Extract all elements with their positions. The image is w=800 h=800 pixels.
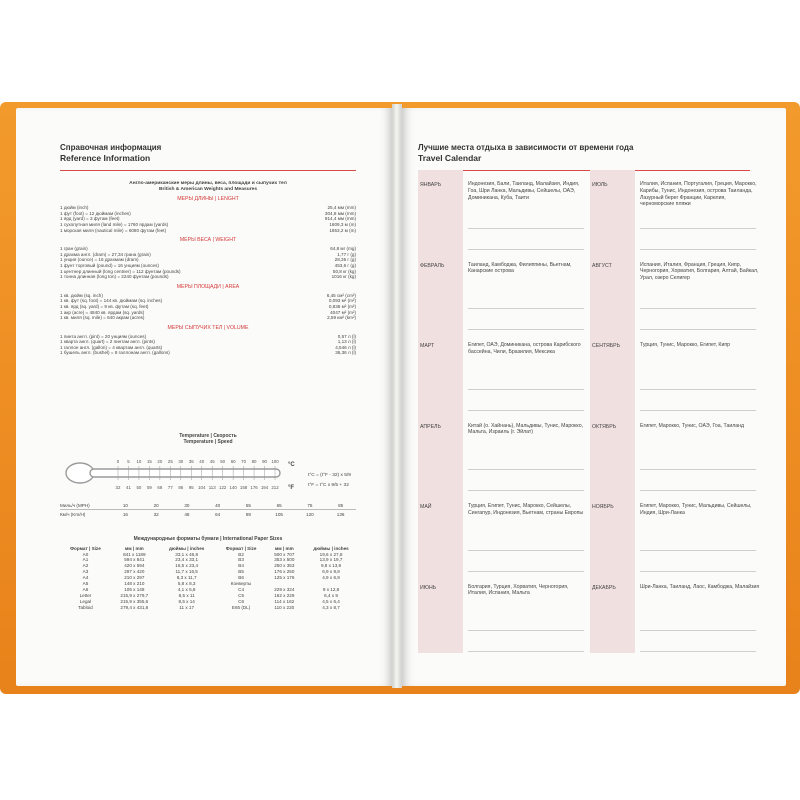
temperature-block: [60, 434, 356, 445]
speed-mph-label: Миль/ч (MPH): [60, 503, 90, 508]
speed-kmh-value: 32: [153, 511, 159, 517]
month-line: [640, 249, 756, 250]
formula-1: t°C = (t°F - 32) x 5/9: [308, 473, 351, 478]
travel-calendar-col-2: [590, 170, 762, 653]
month-destinations: Китай (о. Хайнань), Мальдивы, Тунис, Марокко, Мальта, Израиль (г. Эйлат): [468, 422, 584, 436]
section-heading: МЕРЫ ВЕСА | WEIGHT: [179, 237, 237, 244]
fahrenheit-tick-label: 104: [198, 485, 206, 490]
speed-row-kmh: [60, 512, 356, 518]
month-strip-1: [418, 170, 463, 653]
fahrenheit-tick-label: 122: [219, 485, 227, 490]
measure-row: [60, 228, 356, 234]
right-title-en: Travel Calendar: [418, 153, 482, 163]
speed-row-mph: [60, 503, 356, 510]
paper-cell: 8,5 x 14: [178, 598, 195, 604]
measure-right: 25,4 мм (mm): [327, 205, 356, 211]
fahrenheit-tick-label: 95: [188, 485, 194, 490]
speed-table: [60, 503, 356, 517]
paper-head-cell: дюймы | inches: [168, 545, 205, 551]
thermometer-tube: [90, 469, 280, 477]
measure-right: 914,4 мм (mm): [324, 216, 356, 222]
month-destinations: Болгария, Турция, Хорватия, Черногория, Италия, Испания, Мальта: [468, 583, 569, 597]
paper-cell: A2: [82, 563, 89, 569]
paper-head-cell: мм | mm: [124, 545, 144, 551]
month-line: [640, 571, 756, 572]
measure-left: 1 кв. ярд (sq. yard) = 9 кв. футам (sq. feet): [60, 303, 149, 309]
celsius-tick-label: 80: [251, 459, 257, 464]
month-destinations: Турция, Тунис, Марокко, Египет, Кипр: [640, 342, 731, 348]
paper-cell: 9,8 x 13,9: [320, 563, 342, 569]
paper-cell: B5: [238, 569, 244, 575]
paper-cell: 5,8 x 8,3: [177, 581, 196, 587]
month-label: ИЮНЬ: [420, 584, 437, 591]
month-destinations: Испания, Италия, Франция, Греция, Кипр, Черногория, Хорватия, Болгария, Алтай, Байкал, Урал, озеро Селигер: [640, 261, 759, 282]
paper-cell: C4: [238, 586, 244, 592]
speed-kmh-values: [110, 512, 356, 518]
paper-cell: 353 x 500: [274, 557, 295, 563]
month-destinations: Индонезия, Бали, Таиланд, Малайзия, Индия, Гоа, Шри Ланка, Мальдивы, Сейшелы, ОАЭ, Доминикана, Куба, Таити: [468, 181, 580, 201]
measure-right: 0,57 л (l): [337, 333, 356, 339]
measure-left: 1 акр (acre) = 4840 кв. ярдам (sq. yards): [60, 309, 145, 315]
paper-cell: 13,9 x 19,7: [319, 557, 343, 563]
celsius-tick-label: 10: [136, 459, 142, 464]
month-line: [640, 308, 756, 309]
measure-right: 1609,3 м (m): [329, 221, 356, 227]
right-header: [418, 143, 633, 164]
month-destinations: Египет, Марокко, Тунис, Мальдивы, Сейшелы, Индия, Шри-Ланка: [640, 503, 752, 516]
paper-cell: E65 (DL): [231, 604, 251, 610]
speed-kmh-value: 136: [336, 511, 345, 517]
month-label: НОЯБРЬ: [592, 504, 614, 510]
paper-sizes-title: Международные форматы бумаги | International Paper Sizes: [133, 536, 283, 542]
speed-kmh-label: Км/ч (Km/H): [60, 511, 86, 517]
measure-left: 1 пинта англ. (pint) = 20 унциям (ounces): [60, 333, 147, 339]
paper-cell: C6: [238, 598, 244, 604]
paper-cell: 6,4 x 9: [324, 592, 338, 598]
paper-cell: 23,4 x 33,1: [175, 557, 199, 563]
month-line: [468, 651, 584, 652]
month-line: [468, 228, 584, 229]
paper-cell: 4,3 x 8,7: [322, 604, 340, 610]
celsius-tick-label: 90: [262, 459, 267, 464]
section-heading: МЕРЫ ДЛИНЫ | LENGHT: [177, 196, 239, 203]
measure-row: [60, 350, 356, 356]
paper-cell: 11,7 x 16,5: [175, 569, 198, 575]
paper-cell: 215,9 x 279,7: [120, 592, 149, 598]
fahrenheit-tick-label: 158: [239, 485, 248, 490]
fahrenheit-tick-label: 212: [271, 485, 279, 490]
fahrenheit-tick-label: 77: [167, 485, 173, 490]
paper-cell: 162 x 229: [274, 592, 295, 598]
measure-right: 64,8 мг (mg): [330, 246, 356, 252]
month-destinations: Египет, Марокко, Тунис, ОАЭ, Гоа, Таиланд: [640, 422, 745, 429]
speed-mph-value: 85: [338, 503, 344, 508]
measure-right: 1016 кг (kg): [331, 274, 356, 280]
measures-block: [60, 181, 356, 356]
fahrenheit-tick-label: 113: [208, 485, 216, 490]
measure-left: 1 морская миля (nautical mile) = 6080 футам (feet): [60, 227, 167, 233]
paper-cell: 229 x 324: [274, 586, 295, 592]
paper-cell: 114 x 162: [274, 598, 295, 604]
paper-head-cell: Формат | Size: [225, 545, 257, 551]
month-line: [468, 571, 584, 572]
paper-cell: A1: [82, 557, 89, 563]
month-label: ДЕКАБРЬ: [592, 584, 616, 591]
paper-cell: 279,4 x 431,8: [120, 604, 149, 610]
month-line: [468, 249, 584, 250]
measure-left: 1 бушель англ. (bushel) = 8 галлонам англ. (gallons): [60, 350, 170, 356]
measure-left: 1 дюйм (inch): [60, 205, 89, 211]
paper-sizes-block: [60, 537, 356, 611]
measure-right: 1,77 г (g): [337, 251, 356, 257]
book-gutter: [392, 104, 402, 688]
paper-cell: 33,1 x 46,8: [175, 551, 199, 557]
paper-cell: 148 x 210: [124, 581, 145, 587]
month-destinations: Таиланд, Камбоджа, Филиппины, Вьетнам, Канарские острова: [468, 261, 572, 275]
measure-right: 50,8 кг (kg): [332, 268, 356, 274]
celsius-tick-label: 0: [116, 459, 120, 464]
fahrenheit-tick-label: 41: [126, 485, 131, 490]
month-label: ФЕВРАЛЬ: [420, 262, 445, 269]
month-line: [640, 228, 756, 229]
measure-row: [60, 274, 356, 280]
paper-cell: 250 x 353: [274, 563, 295, 569]
speed-kmh-value: 64: [215, 511, 221, 517]
celsius-tick-label: 25: [167, 459, 173, 464]
measure-left: 1 унция (ounce) = 16 драхмам (dram): [60, 257, 139, 263]
measure-left: 1 фунт торговый (pound) = 16 унциям (ounces): [60, 262, 159, 268]
paper-row: [60, 605, 360, 611]
fahrenheit-tick-label: 68: [157, 485, 163, 490]
speed-mph-value: 10: [122, 503, 128, 508]
fahrenheit-tick-label: 32: [115, 485, 121, 490]
celsius-tick-label: 60: [230, 459, 236, 464]
paper-cell: A3: [82, 569, 89, 575]
paper-head-cell: дюймы | inches: [313, 545, 349, 551]
month-line: [468, 410, 584, 411]
measure-right: 4047 м² (m²): [330, 309, 356, 315]
measure-right: 0,836 м² (m²): [328, 303, 356, 309]
month-label: ИЮЛЬ: [592, 182, 608, 188]
paper-cell: C5: [238, 592, 244, 598]
month-label: ЯНВАРЬ: [420, 182, 442, 188]
paper-cell: A4: [82, 575, 89, 581]
celsius-unit: °C: [288, 462, 295, 468]
formula-2: t°F = t°C x 9/5 + 32: [308, 483, 349, 488]
paper-table-body: [60, 552, 360, 611]
paper-cell: 125 x 176: [274, 575, 295, 581]
month-line: [468, 469, 584, 470]
celsius-tick-label: 45: [209, 459, 215, 464]
month-line: [468, 389, 584, 390]
fahrenheit-tick-label: 140: [229, 485, 237, 490]
paper-cell: 297 x 420: [124, 569, 145, 575]
paper-head-cell: мм | mm: [274, 545, 294, 551]
month-line: [640, 389, 756, 390]
fahrenheit-tick-label: 194: [260, 485, 269, 490]
paper-cell: 9 x 12,8: [322, 586, 340, 592]
speed-mph-value: 65: [276, 503, 282, 508]
paper-cell: Конверты: [230, 581, 252, 587]
speed-kmh-value: 89: [245, 511, 251, 517]
travel-calendar-col-1: [418, 170, 590, 653]
month-line: [640, 630, 756, 631]
measures-subtitle-en: British & American Weights and Measures: [158, 186, 258, 192]
left-title-ru: Справочная информация: [60, 143, 162, 152]
fahrenheit-unit: °F: [288, 485, 295, 491]
month-line: [640, 490, 756, 491]
speed-mph-value: 40: [215, 503, 221, 508]
measure-right: 1853,2 м (m): [329, 227, 356, 233]
paper-cell: 16,5 x 23,4: [175, 563, 199, 569]
speed-kmh-value: 16: [122, 511, 128, 517]
paper-cell: Letter: [79, 592, 92, 598]
celsius-tick-label: 15: [146, 459, 152, 464]
fahrenheit-tick-label: 86: [178, 485, 184, 490]
celsius-tick-label: 20: [157, 459, 163, 464]
measure-left: 1 кв. дюйм (sq. inch): [60, 292, 103, 298]
month-line: [640, 651, 756, 652]
measure-right: 453,6 г (g): [334, 262, 356, 268]
speed-mph-values: [110, 503, 356, 509]
month-label: АВГУСТ: [592, 262, 612, 269]
month-label: МАЙ: [420, 504, 432, 510]
paper-cell: B2: [238, 551, 244, 557]
right-title-ru: Лучшие места отдыха в зависимости от времени года: [418, 143, 634, 152]
left-title-en: Reference Information: [60, 153, 151, 163]
measure-left: 1 кварта англ. (quart) = 2 пинтам англ. (pints): [60, 339, 155, 345]
paper-cell: 19,6 x 27,8: [319, 551, 343, 557]
measure-left: 1 драхма англ. (dram) = 27,34 грана (grain): [60, 251, 151, 257]
celsius-tick-label: 100: [271, 459, 279, 464]
fahrenheit-tick-label: 176: [250, 485, 258, 490]
speed-mph-value: 20: [153, 503, 159, 508]
measure-left: 1 кв. фут (sq. foot) = 144 кв. дюймам (sq. inches): [60, 298, 163, 304]
measure-left: 1 сухопутная миля (land mile) = 1760 ярдам (yards): [60, 221, 169, 227]
month-line: [468, 630, 584, 631]
section-heading: МЕРЫ ПЛОЩАДИ | AREA: [176, 283, 240, 290]
speed-mph-value: 30: [184, 503, 190, 508]
month-label: АПРЕЛЬ: [420, 423, 441, 430]
paper-cell: B4: [238, 563, 244, 569]
celsius-tick-label: 30: [178, 459, 184, 464]
month-label: СЕНТЯБРЬ: [592, 343, 621, 349]
paper-cell: Tabloid: [78, 604, 93, 610]
paper-cell: 420 x 594: [124, 563, 145, 569]
month-line: [468, 329, 584, 330]
paper-cell: A5: [82, 581, 89, 587]
measure-right: 6,45 см² (cm²): [326, 292, 356, 298]
paper-cell: 105 x 148: [124, 586, 145, 592]
celsius-tick-label: 5: [127, 459, 130, 464]
paper-cell: 215,9 x 355,6: [120, 598, 149, 604]
measure-row: [60, 315, 356, 321]
speed-mph-value: 75: [307, 503, 313, 508]
measure-left: 1 галлон англ. (gallon) = 4 квартам англ. (quarts): [60, 344, 163, 350]
paper-cell: A6: [82, 586, 89, 592]
month-line: [640, 550, 756, 551]
paper-cell: 500 x 707: [274, 551, 295, 557]
speed-kmh-value: 120: [306, 511, 314, 517]
fahrenheit-tick-label: 59: [146, 485, 152, 490]
paper-head-cell: Формат | Size: [70, 545, 101, 551]
measures-sections: [60, 196, 356, 356]
fahrenheit-tick-label: 50: [136, 485, 142, 490]
month-line: [640, 469, 756, 470]
paper-cell: B6: [238, 575, 244, 581]
temperature-title-en: Temperature | Speed: [183, 438, 233, 445]
left-header: [60, 143, 161, 164]
paper-cell: 6,9 x 9,8: [322, 569, 340, 575]
measure-right: 4,546 л (l): [335, 344, 356, 350]
month-strip-2: [590, 170, 635, 653]
measure-left: 1 фут (foot) = 12 дюймам (inches): [60, 210, 131, 216]
month-destinations: Египет, ОАЭ, Доминикана, острова Карибского бассейна, Чили, Бразилия, Мексика: [468, 342, 581, 355]
measure-right: 28,35 г (g): [334, 257, 356, 263]
thermometer-scale: [60, 455, 360, 497]
paper-cell: 4,5 x 6,4: [322, 598, 340, 604]
speed-kmh-value: 105: [275, 511, 283, 517]
measure-right: 36,36 л (l): [335, 350, 356, 356]
measure-left: 1 ярд (yard) = 3 футам (feet): [60, 216, 120, 222]
celsius-tick-label: 35: [188, 459, 194, 464]
temperature-title-ru: Temperature | Скорость: [179, 433, 237, 439]
paper-cell: 8,5 x 11: [178, 592, 195, 598]
month-destinations: Италия, Испания, Португалия, Греция, Марокко, Карибы, Тунис, Индонезия, острова Таиланда, Лазурный берег Франции, Карелия, черноморские пляжи: [640, 181, 757, 208]
measure-right: 0,093 м² (m²): [328, 298, 356, 304]
measures-subtitle-ru: Англо-американские меры длины, веса, площади и сыпучих тел: [129, 181, 287, 186]
measure-left: 1 гран (grain): [60, 246, 88, 252]
month-line: [640, 329, 756, 330]
month-line: [640, 410, 756, 411]
speed-mph-value: 55: [245, 503, 251, 508]
paper-cell: 8,3 x 11,7: [176, 575, 197, 581]
month-destinations: Шри-Ланка, Таиланд, Лаос, Камбоджа, Малайзия: [640, 583, 760, 590]
celsius-tick-label: 50: [220, 459, 226, 464]
paper-cell: 4,1 x 5,8: [177, 586, 196, 592]
paper-cell: B3: [238, 557, 244, 563]
measure-left: 1 центнер длинный (long centner) = 112 фунтам (pounds): [60, 268, 181, 274]
celsius-tick-label: 40: [199, 459, 205, 464]
paper-cell: Legal: [79, 598, 92, 604]
paper-cell: 4,9 x 6,9: [322, 575, 340, 581]
paper-cell: 594 x 841: [124, 557, 145, 563]
speed-kmh-value: 48: [184, 511, 190, 517]
measure-right: 304,8 мм (mm): [324, 210, 356, 216]
paper-cell: 11 x 17: [179, 604, 195, 610]
measure-right: 1,13 л (l): [337, 339, 356, 345]
section-heading: МЕРЫ СЫПУЧИХ ТЕЛ | VOLUME: [167, 324, 249, 331]
month-line: [468, 490, 584, 491]
month-line: [468, 308, 584, 309]
left-title-underline: [60, 170, 356, 171]
month-destinations: Турция, Египет, Тунис, Марокко, Сейшелы, Сингапур, Индонезия, Вьетнам, страны Европы: [468, 503, 584, 516]
paper-cell: A0: [82, 551, 89, 557]
paper-cell: 176 x 250: [274, 569, 295, 575]
measure-left: 1 тонна длинная (long ton) = 2240 фунтам (pounds): [60, 274, 169, 280]
celsius-tick-label: 70: [241, 459, 247, 464]
paper-cell: 210 x 297: [124, 575, 145, 581]
paper-sizes-table: [60, 546, 360, 611]
measure-left: 1 кв. миля (sq. mile) = 640 акрам (acres): [60, 315, 145, 321]
month-line: [468, 550, 584, 551]
month-label: ОКТЯБРЬ: [592, 423, 617, 430]
month-label: МАРТ: [420, 343, 435, 349]
paper-cell: 110 x 220: [274, 604, 295, 610]
measure-right: 2,59 км² (km²): [327, 315, 356, 321]
paper-cell: 841 x 1189: [123, 551, 146, 557]
